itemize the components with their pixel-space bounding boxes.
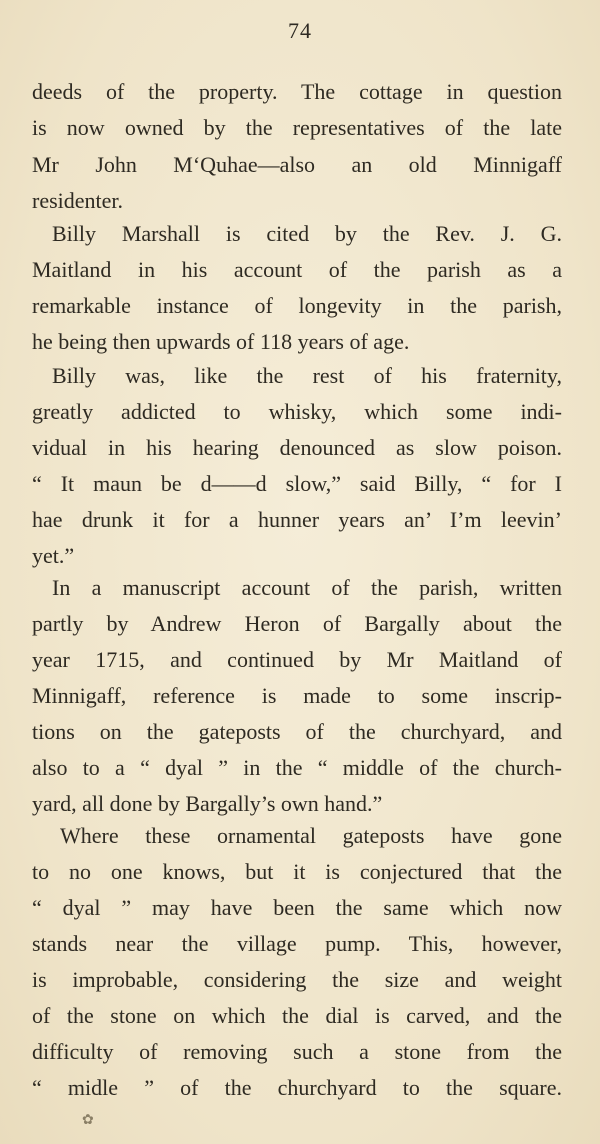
- page-number: 74: [288, 18, 312, 43]
- text-line: stands near the village pump. This, however,: [32, 931, 562, 956]
- text-line: “ dyal ” may have been the same which now: [32, 895, 562, 920]
- text-line: Billy Marshall is cited by the Rev. J. G.: [52, 221, 562, 246]
- text-line: yet.”: [32, 543, 75, 568]
- text-line: to no one knows, but it is conjectured that the: [32, 859, 562, 884]
- text-line: vidual in his hearing denounced as slow poison.: [32, 435, 562, 460]
- text-line: residenter.: [32, 188, 124, 213]
- text-line: “ midle ” of the churchyard to the square.: [32, 1075, 562, 1100]
- text-line: tions on the gateposts of the churchyard, and: [32, 719, 562, 744]
- text-line: greatly addicted to whisky, which some indi-: [32, 399, 562, 424]
- text-line: Where these ornamental gateposts have gone: [60, 823, 562, 848]
- text-line: hae drunk it for a hunner years an’ I’m leevin’: [32, 507, 562, 532]
- text-line: Billy was, like the rest of his fraternity,: [52, 363, 562, 388]
- text-line: difficulty of removing such a stone from the: [32, 1039, 562, 1064]
- text-line: Mr John M‘Quhae—also an old Minnigaff: [32, 152, 562, 177]
- text-line: In a manuscript account of the parish, written: [52, 575, 562, 600]
- text-line: deeds of the property. The cottage in question: [32, 79, 562, 104]
- text-line: year 1715, and continued by Mr Maitland of: [32, 647, 562, 672]
- text-line: also to a “ dyal ” in the “ middle of the church-: [32, 755, 562, 780]
- text-line: he being then upwards of 118 years of age.: [32, 329, 410, 354]
- text-line: “ It maun be d——d slow,” said Billy, “ for I: [32, 471, 562, 496]
- text-line: partly by Andrew Heron of Bargally about the: [32, 611, 562, 636]
- text-line: remarkable instance of longevity in the parish,: [32, 293, 562, 318]
- text-line: Maitland in his account of the parish as a: [32, 257, 562, 282]
- text-line: is now owned by the representatives of the late: [32, 115, 562, 140]
- text-line: yard, all done by Bargally’s own hand.”: [32, 791, 383, 816]
- ink-speck: ✿: [82, 1113, 94, 1128]
- text-line: of the stone on which the dial is carved, and the: [32, 1003, 562, 1028]
- text-line: Minnigaff, reference is made to some inscrip-: [32, 683, 562, 708]
- text-line: is improbable, considering the size and weight: [32, 967, 562, 992]
